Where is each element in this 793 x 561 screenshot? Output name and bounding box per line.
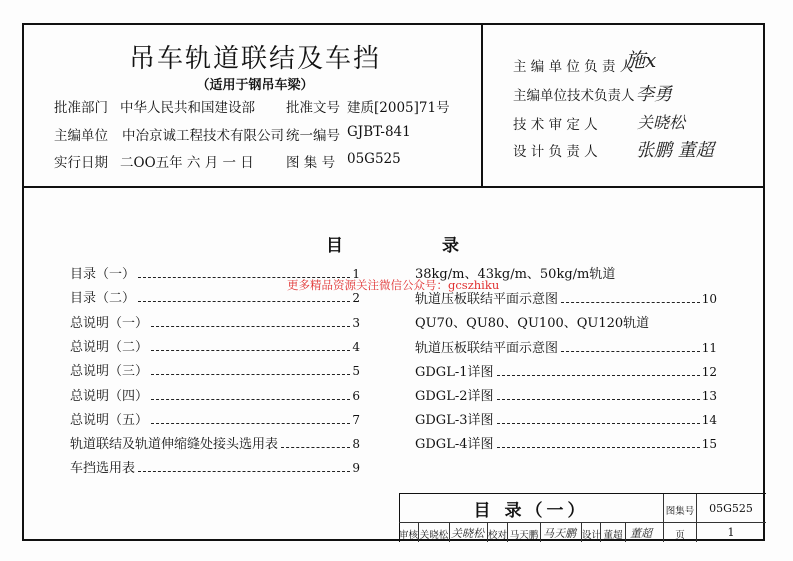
toc-entry-page: 8 (352, 437, 360, 451)
meta-value: 05G525 (347, 151, 401, 167)
toc-entry-page: 10 (701, 292, 717, 306)
toc-entry-label: 车挡选用表 (70, 461, 136, 476)
role-label: 主 编 单 位 负 责 人 (513, 59, 634, 75)
signature-row (513, 113, 598, 133)
design-label: 设计 (582, 530, 602, 541)
toc-entry-label: GDGL-2详图 (415, 389, 494, 404)
toc-entry-page: 15 (701, 437, 717, 451)
role-label: 主编单位技术负责人 (513, 88, 635, 104)
dotted-leader (281, 447, 350, 448)
toc-entry[interactable] (70, 433, 360, 452)
toc-entry-page: 3 (352, 316, 360, 330)
signature-row (513, 55, 633, 75)
check-label: 校对 (488, 530, 508, 541)
meta-label: 批准文号 (286, 100, 340, 116)
toc-entry-label: 总说明（四） (70, 389, 149, 404)
meta-label: 批准部门 (54, 100, 108, 116)
meta-label: 主编单位 (54, 128, 108, 144)
toc-entry-label: GDGL-1详图 (415, 365, 494, 380)
watermark-text: 更多精品资源关注微信公众号：gcszhiku (287, 278, 500, 292)
toc-entry-page: 4 (352, 340, 360, 354)
toc-heading-left: 目 (326, 236, 343, 256)
toc-heading-right: 录 (442, 236, 459, 256)
toc-entry[interactable] (415, 337, 717, 356)
dotted-leader (151, 374, 350, 375)
review-label: 审核 (399, 530, 419, 541)
checker-name: 马天鹏 (509, 530, 539, 541)
signature-image: 关晓松 (637, 113, 686, 132)
atlas-number-value: 05G525 (709, 502, 753, 515)
designer-name: 董超 (603, 530, 623, 541)
dotted-leader (151, 399, 350, 400)
drawing-name: 目 录（一） (473, 501, 589, 521)
toc-entry[interactable] (70, 336, 360, 355)
toc-entry[interactable] (415, 409, 717, 428)
dotted-leader (497, 423, 700, 424)
toc-entry-continued-label[interactable]: QU70、QU80、QU100、QU120轨道 (415, 316, 650, 331)
toc-entry-page: 14 (701, 413, 717, 427)
toc-entry-label: 目录（二） (70, 291, 136, 306)
toc-entry[interactable] (415, 385, 717, 404)
document-title: 吊车轨道联结及车挡 (128, 44, 381, 74)
dotted-leader (138, 471, 350, 472)
signature-image: 施x (625, 48, 657, 72)
signature-row (513, 84, 635, 104)
meta-value: 二OO五年 六 月 一 日 (120, 155, 254, 171)
toc-entry[interactable] (70, 312, 360, 331)
toc-entry-page: 11 (701, 341, 717, 355)
toc-entry-page: 5 (352, 364, 360, 378)
meta-value: 建质[2005]71号 (347, 100, 450, 116)
signature-row (513, 140, 598, 160)
dotted-leader (138, 301, 350, 302)
toc-entry[interactable] (70, 409, 360, 428)
meta-label: 图 集 号 (286, 155, 336, 171)
toc-entry[interactable] (415, 361, 717, 380)
role-label: 设 计 负 责 人 (513, 144, 598, 160)
dotted-leader (151, 423, 350, 424)
meta-value: GJBT-841 (347, 124, 411, 140)
role-label: 技 术 审 定 人 (513, 117, 598, 133)
toc-entry[interactable] (70, 385, 360, 404)
toc-entry-label: 总说明（三） (70, 364, 149, 379)
toc-entry-label: 目录（一） (70, 267, 136, 282)
meta-value: 中冶京诚工程技术有限公司 (122, 128, 284, 144)
meta-value: 中华人民共和国建设部 (120, 100, 255, 116)
signature-image: 李勇 (636, 84, 672, 105)
toc-entry-continued-label[interactable]: 38kg/m、43kg/m、50kg/m轨道 (415, 267, 616, 282)
toc-entry-page: 6 (352, 389, 360, 403)
meta-label: 实行日期 (54, 155, 108, 171)
title-block-col-divider (625, 523, 626, 542)
reviewer-signature: 关晓松 (451, 527, 484, 540)
dotted-leader (497, 399, 700, 400)
toc-entry[interactable] (415, 433, 717, 452)
page-value: 1 (727, 526, 735, 539)
page-label: 页 (675, 530, 685, 541)
signature-image: 张鹏 董超 (636, 140, 714, 161)
header-vertical-divider (481, 23, 483, 187)
toc-entry-page: 12 (701, 365, 717, 379)
toc-entry-page: 1 (352, 267, 360, 281)
title-block-col-divider (540, 523, 541, 542)
toc-entry-label: GDGL-3详图 (415, 413, 494, 428)
designer-signature: 董超 (630, 527, 652, 540)
dotted-leader (561, 351, 700, 352)
toc-entry-label: 总说明（二） (70, 340, 149, 355)
meta-label: 统一编号 (286, 128, 340, 144)
toc-entry-label: 总说明（一） (70, 316, 149, 331)
toc-entry-label: 轨道压板联结平面示意图 (415, 341, 559, 356)
atlas-number-label: 图集号 (665, 506, 695, 517)
title-block-col-divider (449, 523, 450, 542)
toc-entry-page: 13 (701, 389, 717, 403)
reviewer-name: 关晓松 (419, 530, 449, 541)
document-subtitle: （适用于钢吊车梁） (196, 78, 314, 93)
toc-entry[interactable] (70, 360, 360, 379)
toc-entry-label: 轨道联结及轨道伸缩缝处接头选用表 (70, 437, 279, 452)
dotted-leader (561, 302, 700, 303)
toc-entry-label: 总说明（五） (70, 413, 149, 428)
dotted-leader (151, 350, 350, 351)
checker-signature: 马天鹏 (543, 527, 576, 540)
header-divider (22, 186, 765, 188)
toc-entry-label: GDGL-4详图 (415, 437, 494, 452)
toc-entry-label: 轨道压板联结平面示意图 (415, 292, 559, 307)
dotted-leader (497, 375, 700, 376)
toc-entry[interactable] (70, 457, 360, 476)
toc-entry-page: 9 (352, 461, 360, 475)
toc-entry-page: 7 (352, 413, 360, 427)
title-block-row-divider (399, 522, 766, 523)
dotted-leader (151, 326, 350, 327)
dotted-leader (497, 447, 700, 448)
toc-entry-page: 2 (352, 291, 360, 305)
